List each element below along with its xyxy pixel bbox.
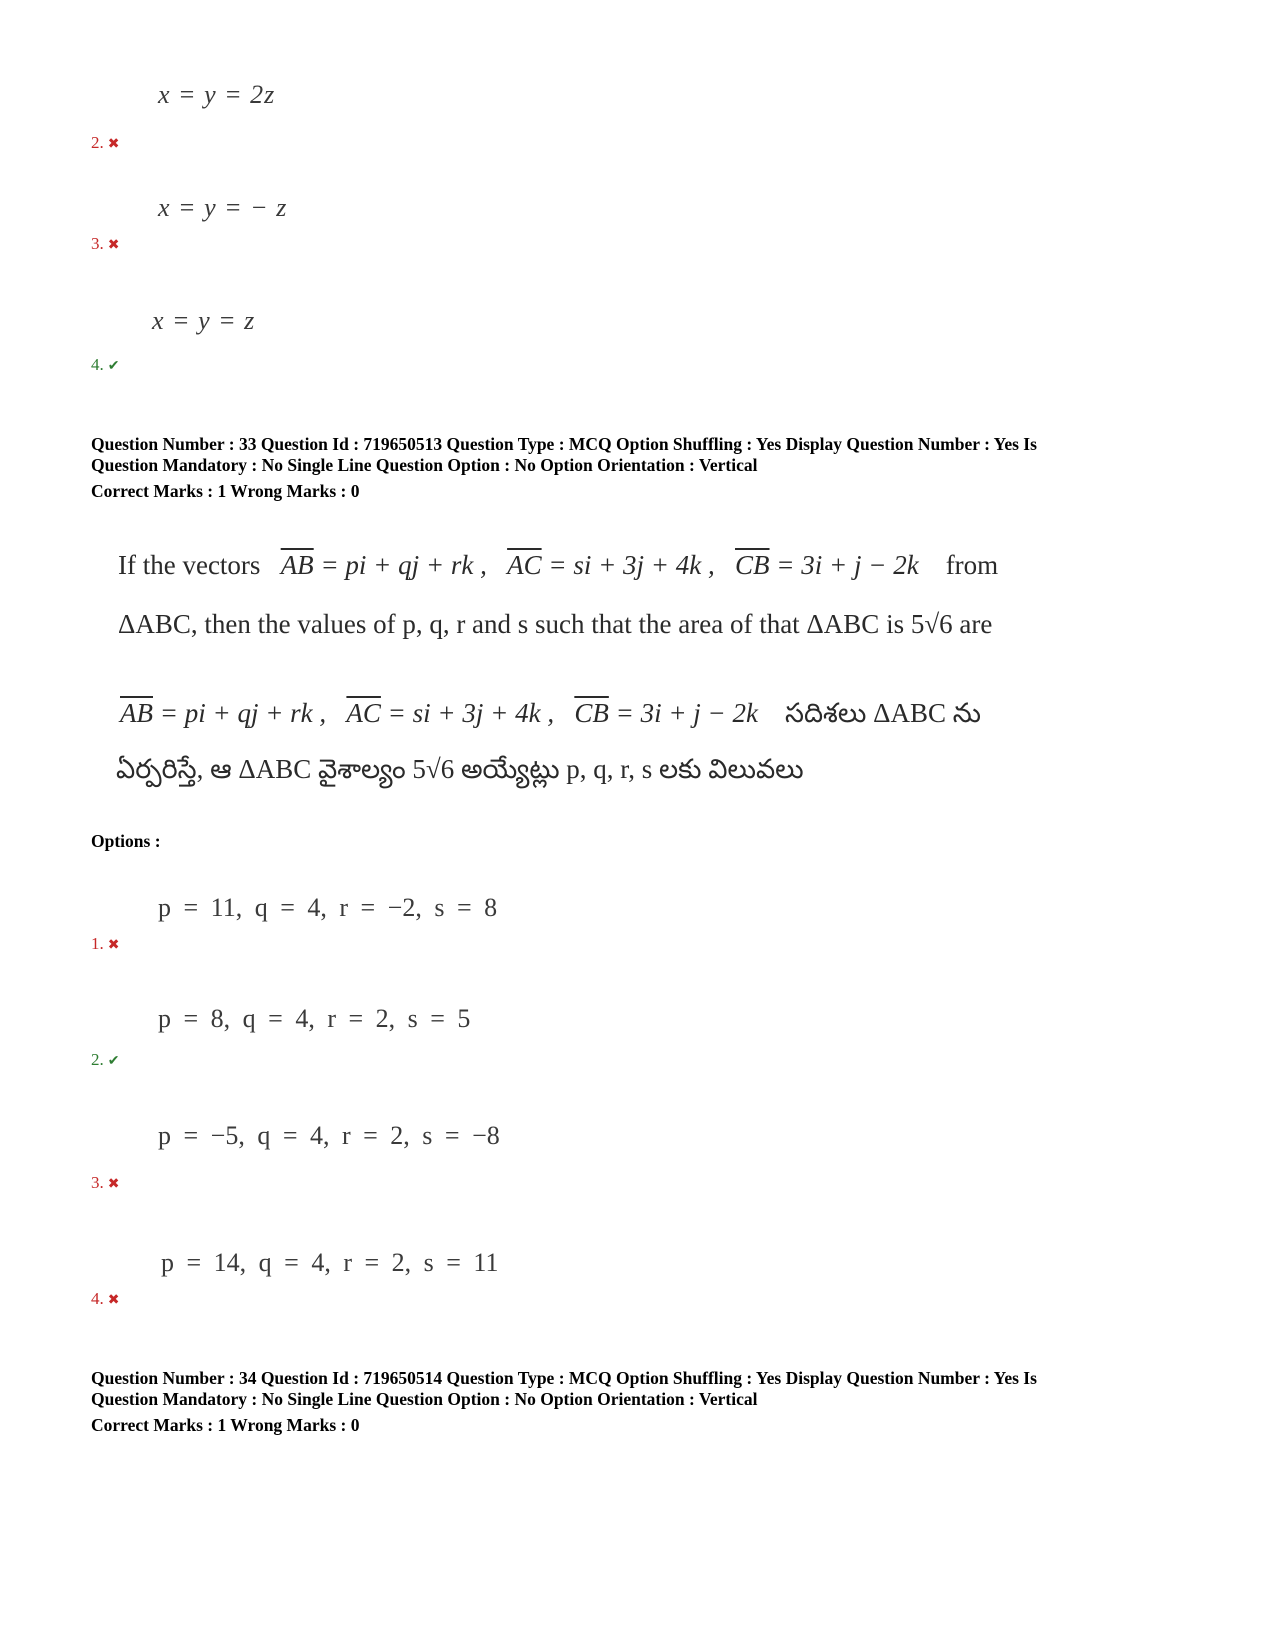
prev-option-4-number: 4. [91, 355, 104, 374]
q33-te-ab-rhs: = pi + qj + rk , [153, 698, 327, 728]
q33-te-vector-ac: $\overline{AC}$ [346, 698, 381, 728]
q33-en-vector-ab: $\overline{AB}$ [280, 550, 314, 580]
q34-meta-line1: Question Number : 34 Question Id : 719650514 Question Type : MCQ Option Shuffling : Yes Display Question Number : Yes Is [91, 1368, 1037, 1388]
q33-telugu-line1 [120, 698, 981, 728]
q33-option-4-number: 4. [91, 1289, 104, 1308]
q33-en-vector-ac: $\overline{AC}$ [507, 550, 542, 580]
q33-option-4-text: p = 14, q = 4, r = 2, s = 11 [161, 1248, 499, 1277]
q33-option-2-text: p = 8, q = 4, r = 2, s = 5 [158, 1004, 471, 1033]
q33-option-3-marker [91, 1173, 119, 1193]
q33-meta [91, 434, 1201, 476]
q33-en-ab-rhs: = pi + qj + rk , [313, 550, 487, 580]
q33-option-3-text: p = −5, q = 4, r = 2, s = −8 [158, 1121, 500, 1150]
wrong-icon: ✖ [107, 1293, 120, 1308]
q33-meta-line2: Question Mandatory : No Single Line Question Option : No Option Orientation : Vertical [91, 455, 758, 475]
q33-en-from: from [945, 550, 999, 580]
prev-option-1-formula: x = y = 2z [158, 80, 276, 109]
q33-meta-line1: Question Number : 33 Question Id : 719650513 Question Type : MCQ Option Shuffling : Yes Display Question Number : Yes Is [91, 434, 1037, 454]
wrong-icon: ✖ [107, 938, 120, 953]
q33-english-line2: ΔABC, then the values of p, q, r and s such that the area of that ΔABC is 5√6 are [118, 609, 993, 639]
q33-te-vector-ab: $\overline{AB}$ [120, 698, 153, 728]
q33-english-line1 [118, 550, 998, 580]
correct-icon: ✔ [107, 1054, 120, 1069]
q33-en-ac-rhs: = si + 3j + 4k , [541, 550, 715, 580]
q33-options-label: Options : [91, 831, 161, 851]
wrong-icon: ✖ [107, 137, 120, 152]
prev-option-3-number: 3. [91, 234, 104, 253]
correct-icon: ✔ [107, 359, 120, 374]
prev-option-3-marker [91, 234, 119, 254]
q33-en-vector-cb: $\overline{CB}$ [735, 550, 770, 580]
prev-option-2-marker [91, 133, 119, 153]
q34-meta-line2: Question Mandatory : No Single Line Question Option : No Option Orientation : Vertical [91, 1389, 758, 1409]
q33-option-2-marker [91, 1050, 119, 1070]
prev-option-3-formula: x = y = z [152, 306, 256, 335]
q33-option-1-number: 1. [91, 934, 104, 953]
q33-te-ac-rhs: = si + 3j + 4k , [380, 698, 555, 728]
wrong-icon: ✖ [107, 1177, 120, 1192]
q33-te-cb-rhs: = 3i + j − 2k [608, 698, 758, 728]
prev-option-2-formula: x = y = − z [158, 193, 288, 222]
q33-option-4-marker [91, 1289, 119, 1309]
wrong-icon: ✖ [107, 238, 120, 253]
q33-option-1-text: p = 11, q = 4, r = −2, s = 8 [158, 893, 498, 922]
q33-option-3-number: 3. [91, 1173, 104, 1192]
q33-te-words1: సదిశలు ΔABC ను [785, 698, 982, 728]
q33-te-vector-cb: $\overline{CB}$ [574, 698, 609, 728]
q33-marks: Correct Marks : 1 Wrong Marks : 0 [91, 481, 360, 501]
q34-meta [91, 1368, 1201, 1410]
q33-en-cb-rhs: = 3i + j − 2k [769, 550, 919, 580]
prev-option-2-number: 2. [91, 133, 104, 152]
q33-option-1-marker [91, 934, 119, 954]
q34-marks: Correct Marks : 1 Wrong Marks : 0 [91, 1415, 360, 1435]
q33-option-2-number: 2. [91, 1050, 104, 1069]
q33-telugu-line2: ఏర్పరిస్తే, ఆ ΔABC వైశాల్యం 5√6 అయ్యేట్లు p, q, r, s లకు విలువలు [116, 754, 804, 784]
q33-en-lead: If the vectors [118, 550, 261, 580]
prev-option-4-marker [91, 355, 119, 375]
